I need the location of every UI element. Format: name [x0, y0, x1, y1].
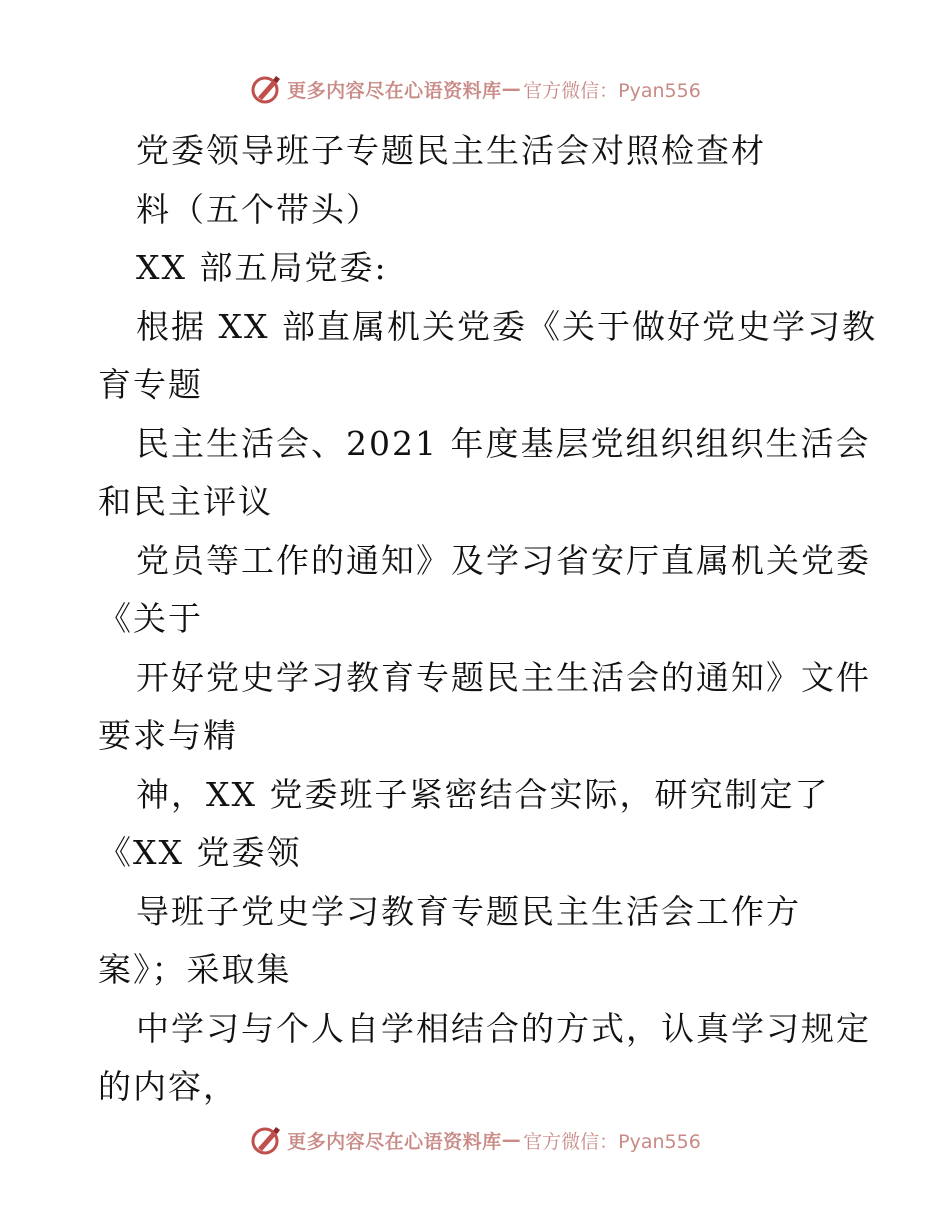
- doc-text-line: 和民主评议: [98, 482, 273, 521]
- watermark-header: [0, 72, 950, 106]
- doc-title-line-2: 料（五个带头）: [136, 189, 381, 229]
- pen-logo-icon: [249, 1123, 283, 1157]
- doc-text-line: 《关于: [98, 599, 203, 638]
- doc-text-line: 导班子党史学习教育专题民主生活会工作方: [136, 891, 801, 931]
- doc-text-line: 开好党史学习教育专题民主生活会的通知》文件: [136, 657, 871, 697]
- doc-text-line: 中学习与个人自学相结合的方式，认真学习规定: [136, 1008, 871, 1048]
- doc-text-line: 党员等工作的通知》及学习省安厅直属机关党委: [136, 540, 871, 580]
- document-body: [98, 122, 877, 1117]
- doc-text-line: 要求与精: [98, 716, 238, 755]
- doc-text-line: 根据 XX 部直属机关党委《关于做好党史学习教: [136, 306, 877, 346]
- watermark-contact: 官方微信：Pyan556: [523, 79, 701, 102]
- doc-title-line-1: 党委领导班子专题民主生活会对照检查材: [136, 131, 766, 170]
- watermark-separator: —: [501, 1129, 522, 1151]
- watermark-contact: 官方微信：Pyan556: [523, 1130, 701, 1153]
- doc-addressee: XX 部五局党委:: [136, 248, 388, 287]
- doc-text-line: 育专题: [98, 365, 203, 404]
- doc-text-line: 《XX 党委领: [98, 833, 302, 872]
- doc-text-line: 神，XX 党委班子紧密结合实际，研究制定了: [136, 774, 830, 814]
- doc-text-line: 民主生活会、2021 年度基层党组织组织生活会: [136, 423, 871, 463]
- pen-logo-icon: [249, 72, 283, 106]
- watermark-text: 更多内容尽在心语资料库: [287, 79, 502, 102]
- watermark-text: 更多内容尽在心语资料库: [287, 1130, 502, 1153]
- doc-text-line: 案》；采取集: [98, 950, 292, 989]
- watermark-separator: —: [501, 78, 522, 100]
- watermark-footer: [0, 1123, 950, 1157]
- doc-text-line: 的内容，: [98, 1067, 238, 1106]
